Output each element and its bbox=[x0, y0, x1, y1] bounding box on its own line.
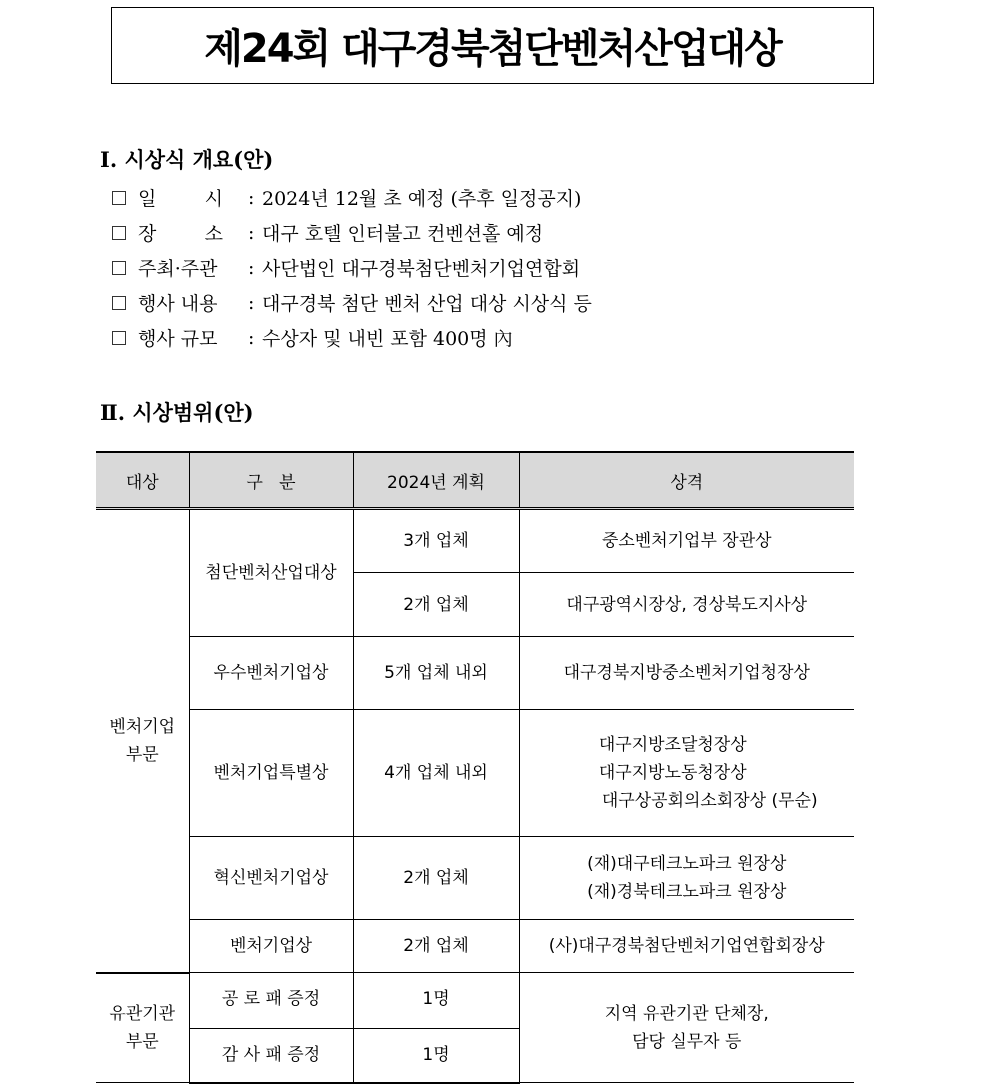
header-cell-target: 대상 bbox=[96, 452, 189, 509]
overview-separator: : bbox=[248, 291, 255, 314]
overview-label: 행사 내용 bbox=[138, 293, 218, 315]
checkbox-icon bbox=[112, 296, 126, 310]
plan-cell: 4개 업체 내외 bbox=[353, 710, 519, 837]
header-cell-plan: 2024년 계획 bbox=[353, 452, 519, 509]
overview-list bbox=[112, 180, 592, 355]
category-cell: 우수벤처기업상 bbox=[189, 637, 353, 710]
plan-cell: 1명 bbox=[353, 1029, 519, 1083]
overview-separator: : bbox=[248, 221, 255, 244]
plan-cell: 2개 업체 bbox=[353, 920, 519, 973]
award-cell bbox=[519, 710, 854, 837]
award-cell bbox=[519, 973, 854, 1083]
overview-item-venue bbox=[112, 215, 592, 250]
overview-item-scale bbox=[112, 320, 592, 355]
award-line: 대구경북지방중소벤처기업청장상 bbox=[563, 663, 810, 683]
overview-item-date bbox=[112, 180, 592, 215]
table-row bbox=[96, 509, 854, 573]
section-2-heading: Ⅱ. 시상범위(안) bbox=[100, 400, 254, 425]
plan-cell: 1명 bbox=[353, 973, 519, 1029]
award-line: (재)대구테크노파크 원장상 bbox=[587, 854, 787, 874]
overview-separator: : bbox=[248, 256, 255, 279]
table-header-row bbox=[96, 452, 854, 509]
overview-separator: : bbox=[248, 326, 255, 349]
overview-item-host bbox=[112, 250, 592, 285]
group-cell-venture bbox=[96, 509, 189, 973]
award-cell bbox=[519, 637, 854, 710]
award-line: 지역 유관기관 단체장, bbox=[604, 1003, 769, 1024]
award-line: (사)대구경북첨단벤처기업연합회장상 bbox=[548, 936, 825, 956]
award-line: 대구상공회의소회장상 (무순) bbox=[601, 791, 818, 811]
plan-cell: 3개 업체 bbox=[353, 509, 519, 573]
group-name-line: 부문 bbox=[125, 1031, 159, 1052]
award-line: 담당 실무자 등 bbox=[632, 1031, 742, 1052]
checkbox-icon bbox=[112, 191, 126, 205]
table-row bbox=[96, 920, 854, 973]
category-cell: 공 로 패 증정 bbox=[189, 973, 353, 1029]
title-box bbox=[111, 7, 874, 84]
group-name-line: 부문 bbox=[125, 744, 159, 765]
overview-label: 행사 규모 bbox=[138, 328, 218, 350]
table-row bbox=[96, 973, 854, 1029]
table-row bbox=[96, 837, 854, 920]
overview-value: 대구경북 첨단 벤처 산업 대상 시상식 등 bbox=[262, 293, 592, 315]
plan-cell: 2개 업체 bbox=[353, 573, 519, 637]
category-cell: 혁신벤처기업상 bbox=[189, 837, 353, 920]
award-line: (재)경북테크노파크 원장상 bbox=[587, 882, 787, 902]
overview-label: 장 소 bbox=[138, 223, 224, 245]
overview-value: 2024년 12월 초 예정 (추후 일정공지) bbox=[262, 188, 582, 210]
checkbox-icon bbox=[112, 226, 126, 240]
category-cell: 벤처기업상 bbox=[189, 920, 353, 973]
plan-cell: 5개 업체 내외 bbox=[353, 637, 519, 710]
overview-separator: : bbox=[248, 186, 255, 209]
overview-label: 일 시 bbox=[138, 188, 224, 210]
category-cell: 벤처기업특별상 bbox=[189, 710, 353, 837]
section-1-heading: Ⅰ. 시상식 개요(안) bbox=[100, 147, 274, 172]
header-cell-category: 구 분 bbox=[189, 452, 353, 509]
table-row bbox=[96, 637, 854, 710]
plan-cell: 2개 업체 bbox=[353, 837, 519, 920]
overview-value: 대구 호텔 인터불고 컨벤션홀 예정 bbox=[262, 223, 544, 245]
award-cell bbox=[519, 837, 854, 920]
award-cell bbox=[519, 573, 854, 637]
award-line: 대구지방노동청장상 bbox=[598, 763, 747, 783]
checkbox-icon bbox=[112, 331, 126, 345]
table-row bbox=[96, 710, 854, 837]
document-title: 제24회 대구경북첨단벤처산업대상 bbox=[204, 26, 781, 72]
checkbox-icon bbox=[112, 261, 126, 275]
overview-value: 수상자 및 내빈 포함 400명 內 bbox=[262, 328, 513, 350]
award-line: 대구지방조달청장상 bbox=[598, 735, 747, 755]
award-line: 대구광역시장상, 경상북도지사상 bbox=[566, 594, 808, 615]
header-cell-award: 상격 bbox=[519, 452, 854, 509]
overview-value: 사단법인 대구경북첨단벤처기업연합회 bbox=[262, 258, 581, 280]
overview-label: 주최·주관 bbox=[138, 258, 218, 280]
overview-item-content bbox=[112, 285, 592, 320]
group-name-line: 유관기관 bbox=[109, 1003, 176, 1024]
category-cell: 첨단벤처산업대상 bbox=[189, 509, 353, 637]
award-line: 중소벤처기업부 장관상 bbox=[601, 531, 772, 551]
category-cell: 감 사 패 증정 bbox=[189, 1029, 353, 1083]
group-name-line: 벤처기업 bbox=[109, 716, 176, 737]
group-cell-institution bbox=[96, 973, 189, 1083]
awards-table bbox=[96, 451, 854, 1084]
award-cell bbox=[519, 920, 854, 973]
award-cell bbox=[519, 509, 854, 573]
